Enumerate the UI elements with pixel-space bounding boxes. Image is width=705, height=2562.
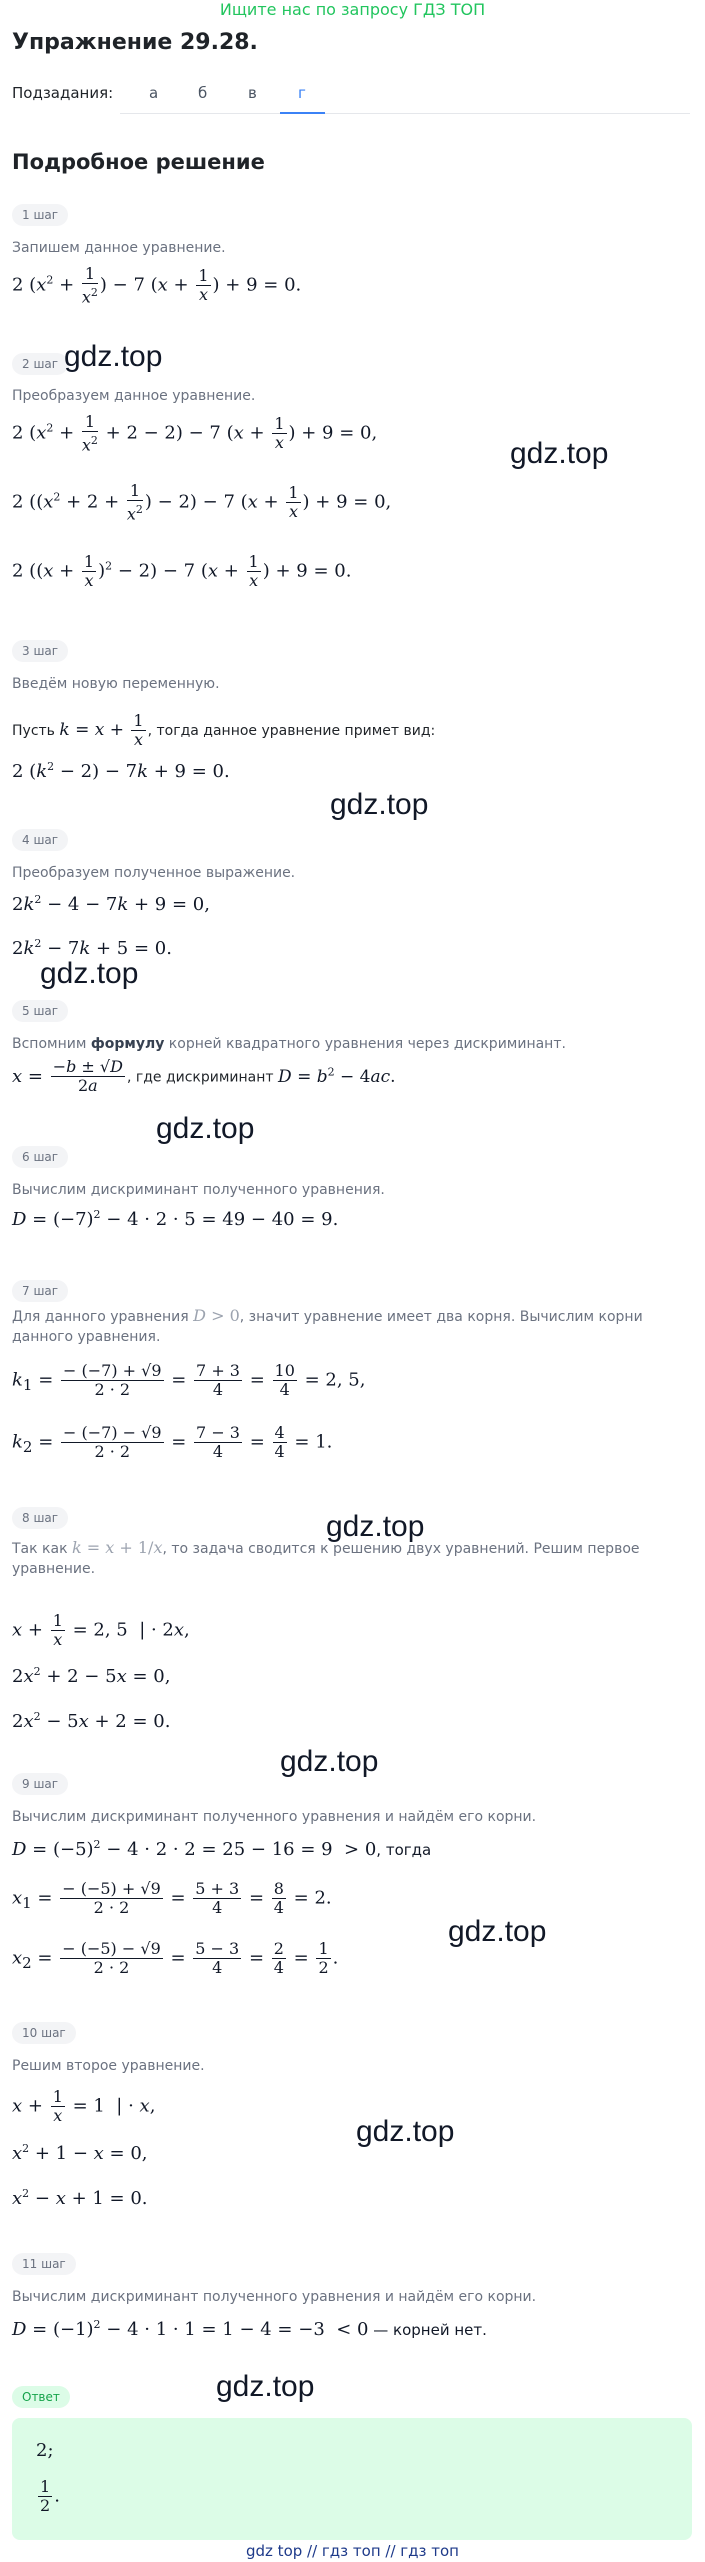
watermark: gdz.top	[448, 1915, 547, 1948]
step-badge: 9 шаг	[12, 1773, 68, 1795]
text-discriminant: , где дискриминант	[126, 1069, 274, 1086]
tab-v[interactable]: в	[248, 84, 257, 102]
step-badge: 11 шаг	[12, 2253, 76, 2275]
tab-a[interactable]: а	[149, 84, 159, 102]
watermark: gdz.top	[330, 788, 429, 821]
equation: $k_2$ = $\frac{- (-7) - √9}{2 \cdot 2}$ = $\frac{7 - 3}{4}$ = $\frac{4}{4}$ = 1.	[12, 1423, 333, 1461]
section-title: Подробное решение	[12, 150, 265, 174]
step-badge: 2 шаг	[12, 353, 68, 375]
step-text: Вычислим дискриминант полученного уравнения.	[12, 1182, 385, 1198]
subtasks-label: Подзадания:	[12, 84, 114, 102]
equation: $2x^2 + 2 - 5x = 0$,	[12, 1665, 171, 1687]
step-text: Решим второе уравнение.	[12, 2058, 205, 2074]
active-tab-indicator	[280, 112, 325, 114]
watermark: gdz.top	[64, 340, 163, 373]
step-badge: 4 шаг	[12, 829, 68, 851]
page-title: Упражнение 29.28.	[12, 30, 258, 55]
step-text: x = $\frac{-b \pm √D}{2a}$ , где дискриминант $D = b^2 - 4ac$.	[12, 1057, 396, 1095]
equation: $x^2 - x + 1 = 0$.	[12, 2187, 148, 2209]
step-text: Запишем данное уравнение.	[12, 240, 226, 256]
step-text: Введём новую переменную.	[12, 676, 220, 692]
text-then: , тогда	[376, 1841, 432, 1859]
text-two-roots: , значит уравнение имеет два корня. Вычислим корни данного уравнения.	[12, 1309, 643, 1345]
tab-b[interactable]: б	[198, 84, 208, 102]
watermark: gdz.top	[280, 1745, 379, 1778]
step-text: Вычислим дискриминант полученного уравнения и найдём его корни.	[12, 2289, 537, 2305]
step-badge: 6 шаг	[12, 1146, 68, 1168]
equation: 2 ($x^2$ + $\frac{1}{x^2}$ ) − 7 (x + $\frac{1}{x}$ ) + 9 = 0.	[12, 264, 302, 307]
equation: $k_1$ = $\frac{- (-7) + √9}{2 \cdot 2}$ = $\frac{7 + 3}{4}$ = $\frac{10}{4}$ = 2, 5,	[12, 1361, 366, 1399]
step-text: Преобразуем данное уравнение.	[12, 388, 256, 404]
equation: 2 $(k^2 - 2) - 7k + 9 = 0$.	[12, 760, 230, 782]
equation: x + $\frac{1}{x}$ = 1 | · x,	[12, 2087, 156, 2125]
equation: $2x^2 - 5x + 2 = 0$.	[12, 1710, 171, 1732]
text-roots: корней квадратного уравнения через дискриминант.	[168, 1036, 566, 1052]
watermark: gdz.top	[156, 1112, 255, 1145]
text-recall: Вспомним	[12, 1036, 87, 1052]
equation: $2k^2 - 4 - 7k + 9 = 0$,	[12, 893, 210, 915]
step-badge: 5 шаг	[12, 1000, 68, 1022]
equation: $x_2$ = $\frac{- (-5) - √9}{2 \cdot 2}$ = $\frac{5 - 3}{4}$ = $\frac{2}{4}$ = $\frac{1}{2}$ .	[12, 1939, 339, 1977]
equation: $D = (-7)^2 - 4 \cdot 2 \cdot 5 = 49 - 40 = 9$.	[12, 1208, 339, 1230]
text-since: Так как	[12, 1541, 68, 1557]
watermark: gdz.top	[40, 957, 139, 990]
equation: $D = (-5)^2 - 4 \cdot 2 \cdot 2 = 25 - 16 = 9 > 0$, тогда	[12, 1838, 432, 1860]
watermark: gdz.top	[326, 1510, 425, 1543]
answer-box	[12, 2418, 692, 2540]
text-pusty: Пусть	[12, 723, 55, 739]
equation: 2 ((x + $\frac{1}{x}$ )$^2$ − 2) − 7 (x + $\frac{1}{x}$ ) + 9 = 0.	[12, 552, 352, 590]
watermark: gdz.top	[356, 2115, 455, 2148]
equation: 2 (($x^2 + 2$ + $\frac{1}{x^2}$ ) − 2) − 7 (x + $\frac{1}{x}$ ) + 9 = 0,	[12, 481, 392, 524]
answer-value: 2;	[36, 2440, 54, 2461]
search-banner: Ищите нас по запросу ГДЗ ТОП	[219, 0, 486, 19]
step-text: Преобразуем полученное выражение.	[12, 865, 296, 881]
equation: $x^2 + 1 - x = 0$,	[12, 2142, 148, 2164]
text-reduce: , то задача сводится к решению двух уравнений. Решим первое уравнение.	[12, 1541, 640, 1577]
step-text	[12, 1034, 672, 1054]
watermark: gdz.top	[216, 2370, 315, 2403]
equation: x + $\frac{1}{x}$ = 2, 5 | · 2x,	[12, 1611, 190, 1649]
step-badge: 7 шаг	[12, 1280, 68, 1302]
answer-badge: Ответ	[12, 2386, 70, 2408]
tab-g[interactable]: г	[298, 84, 306, 102]
footer-links[interactable]: gdz top // гдз топ // гдз топ	[246, 2542, 459, 2560]
step-text: Пусть k = x + $\frac{1}{x}$ , тогда данное уравнение примет вид:	[12, 711, 436, 749]
text-no-roots: — корней нет.	[368, 2321, 487, 2339]
text-for-equation: Для данного уравнения	[12, 1309, 189, 1325]
formula-link[interactable]: формулу	[90, 1036, 165, 1052]
watermark: gdz.top	[510, 437, 609, 470]
tabs-divider	[120, 113, 690, 114]
step-badge: 3 шаг	[12, 640, 68, 662]
step-badge: 8 шаг	[12, 1507, 68, 1529]
step-text: Так как k = x + 1/x, то задача сводится к решению двух уравнений. Решим первое уравнение.	[12, 1538, 640, 1577]
step-badge: 1 шаг	[12, 204, 68, 226]
equation: $x_1$ = $\frac{- (-5) + √9}{2 \cdot 2}$ = $\frac{5 + 3}{4}$ = $\frac{8}{4}$ = 2.	[12, 1879, 332, 1917]
step-badge: 10 шаг	[12, 2022, 76, 2044]
equation: 2 ($x^2$ + $\frac{1}{x^2}$ + 2 − 2) − 7 (x + $\frac{1}{x}$ ) + 9 = 0,	[12, 412, 378, 455]
answer-value: $\frac{1}{2}$ .	[40, 2477, 60, 2515]
equation: $D = (-1)^2 - 4 \cdot 1 \cdot 1 = 1 - 4 = -3 < 0$ — корней нет.	[12, 2318, 487, 2340]
equation: $2k^2 - 7k + 5 = 0$.	[12, 937, 172, 959]
text-then: , тогда данное уравнение примет вид:	[147, 723, 436, 739]
step-text: Вычислим дискриминант полученного уравнения и найдём его корни.	[12, 1809, 537, 1825]
step-text: Для данного уравнения D > 0, значит уравнение имеет два корня. Вычислим корни данного уравнения.	[12, 1306, 643, 1345]
